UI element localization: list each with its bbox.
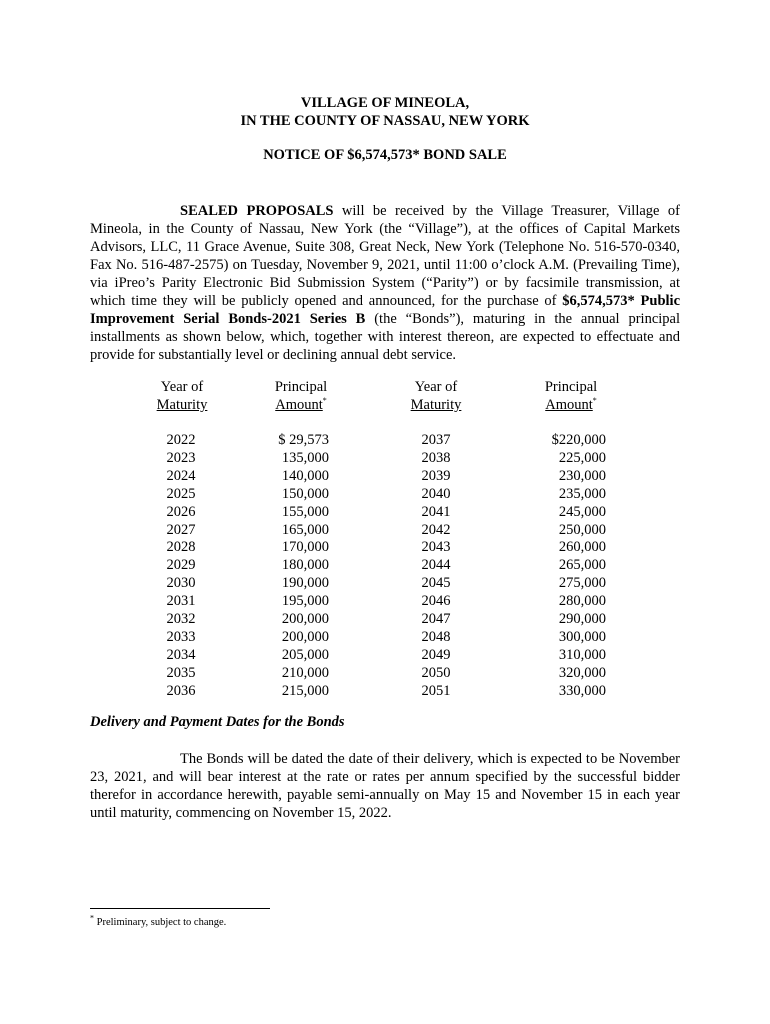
- principal-amount: 265,000: [558, 557, 606, 574]
- principal-amount: 300,000: [558, 628, 606, 645]
- maturity-year: 2033: [166, 628, 196, 645]
- principal-amount: 135,000: [281, 449, 329, 466]
- maturity-year: 2041: [421, 503, 451, 520]
- principal-amount: 235,000: [558, 485, 606, 502]
- issuer-location: IN THE COUNTY OF NASSAU, NEW YORK: [240, 113, 530, 129]
- maturity-years-left: [150, 432, 212, 701]
- delivery-heading: Delivery and Payment Dates for the Bonds: [90, 714, 345, 730]
- maturity-year: 2029: [166, 557, 196, 574]
- principal-amount: 320,000: [558, 664, 606, 681]
- maturity-year: 2031: [166, 593, 196, 610]
- principal-amount: 140,000: [281, 467, 329, 484]
- header-principal-right: Principal Amount*: [544, 379, 598, 413]
- principal-amount: 150,000: [281, 485, 329, 502]
- principal-amount: 170,000: [281, 539, 329, 556]
- principal-amount: 200,000: [281, 628, 329, 645]
- maturity-year: 2034: [166, 646, 196, 663]
- maturity-year: 2040: [421, 485, 451, 502]
- principal-amount: 180,000: [281, 557, 329, 574]
- maturity-years-right: [405, 432, 467, 701]
- footnote-divider: [90, 908, 270, 909]
- maturity-year: 2039: [421, 467, 451, 484]
- issuer-title: VILLAGE OF MINEOLA,: [300, 95, 470, 111]
- maturity-year: 2026: [166, 503, 196, 520]
- delivery-paragraph: The Bonds will be dated the date of their delivery, which is expected to be November 23, 2021, and will bear interest at the rate or rates per annum specified by the successful bidder therefor in accordance herewith, payable semi-annually on May 15 and November 15 in each year until maturity, commencing on November 15, 2022.: [90, 751, 680, 821]
- principal-amount: 275,000: [558, 575, 606, 592]
- principal-amount: 280,000: [558, 593, 606, 610]
- principal-amount: 230,000: [558, 467, 606, 484]
- maturity-year: 2042: [421, 521, 451, 538]
- maturity-year: 2027: [166, 521, 196, 538]
- principal-amount: 165,000: [281, 521, 329, 538]
- principal-amount: 225,000: [558, 449, 606, 466]
- principal-amount: 245,000: [558, 503, 606, 520]
- footnote: * Preliminary, subject to change.: [90, 913, 227, 928]
- principal-amount: 330,000: [558, 682, 606, 699]
- maturity-year: 2047: [421, 611, 451, 628]
- maturity-year: 2023: [166, 449, 196, 466]
- maturity-year: 2046: [421, 593, 451, 610]
- principal-amount: 310,000: [558, 646, 606, 663]
- maturity-year: 2043: [421, 539, 451, 556]
- principal-amount: 210,000: [281, 664, 329, 681]
- principal-amount: 250,000: [558, 521, 606, 538]
- notice-title: NOTICE OF $6,574,573* BOND SALE: [263, 147, 507, 163]
- maturity-year: 2045: [421, 575, 451, 592]
- maturity-year: 2035: [166, 664, 196, 681]
- intro-paragraph: [90, 202, 680, 364]
- principal-amount: 190,000: [281, 575, 329, 592]
- principal-amount: 215,000: [281, 682, 329, 699]
- maturity-year: 2022: [166, 432, 196, 448]
- header-year-right: Year of Maturity: [410, 379, 462, 413]
- principal-amount: 200,000: [281, 611, 329, 628]
- maturity-year: 2025: [166, 485, 196, 502]
- principal-amount: $220,000: [551, 432, 606, 448]
- principal-amount: 205,000: [281, 646, 329, 663]
- maturity-year: 2048: [421, 628, 451, 645]
- principal-amounts-left: [256, 432, 329, 701]
- maturity-year: 2051: [421, 682, 451, 699]
- principal-amounts-right: [530, 432, 606, 701]
- maturity-year: 2038: [421, 449, 451, 466]
- maturity-year: 2032: [166, 611, 196, 628]
- maturity-year: 2028: [166, 539, 196, 556]
- principal-amount: 290,000: [558, 611, 606, 628]
- maturity-year: 2049: [421, 646, 451, 663]
- intro-text-a: will be received by the Village Treasurer, Village of Mineola, in the County of Nassau, New York (the “Village”), at the offices of Capital Markets Advisors, LLC, 11 Grace Avenue, Suite 308, Great Neck, New York (Telephone No. 516-570-0340, Fax No. 516-487-2575) on Tuesday, November 9, 2021, until 11:00 o’clock A.M. (Prevailing Time), via iPreo’s Parity Electronic Bid Submission System (“Parity”) or by facsimile transmission, at which time they will be publicly opened and announced, for the purchase of: [90, 203, 680, 309]
- header-principal-left: Principal Amount*: [274, 379, 328, 413]
- principal-amount: 195,000: [281, 593, 329, 610]
- maturity-year: 2044: [421, 557, 451, 574]
- intro-text-b: (the “Bonds”), maturing in the annual principal installments as shown below, which, together with interest thereon, are expected to effectuate and provide for substantially level or declining annual debt service.: [90, 311, 680, 363]
- principal-amount: 260,000: [558, 539, 606, 556]
- maturity-year: 2030: [166, 575, 196, 592]
- principal-amount: 155,000: [281, 503, 329, 520]
- maturity-year: 2036: [166, 682, 196, 699]
- maturity-year: 2024: [166, 467, 196, 484]
- header-year-left: Year of Maturity: [156, 379, 208, 413]
- principal-amount: $ 29,573: [278, 432, 329, 448]
- maturity-year: 2037: [421, 432, 451, 448]
- sealed-proposals-lead: SEALED PROPOSALS: [180, 203, 334, 219]
- bonds-title: $6,574,573* Public Improvement Serial Bonds-2021 Series B: [90, 293, 681, 327]
- maturity-year: 2050: [421, 664, 451, 681]
